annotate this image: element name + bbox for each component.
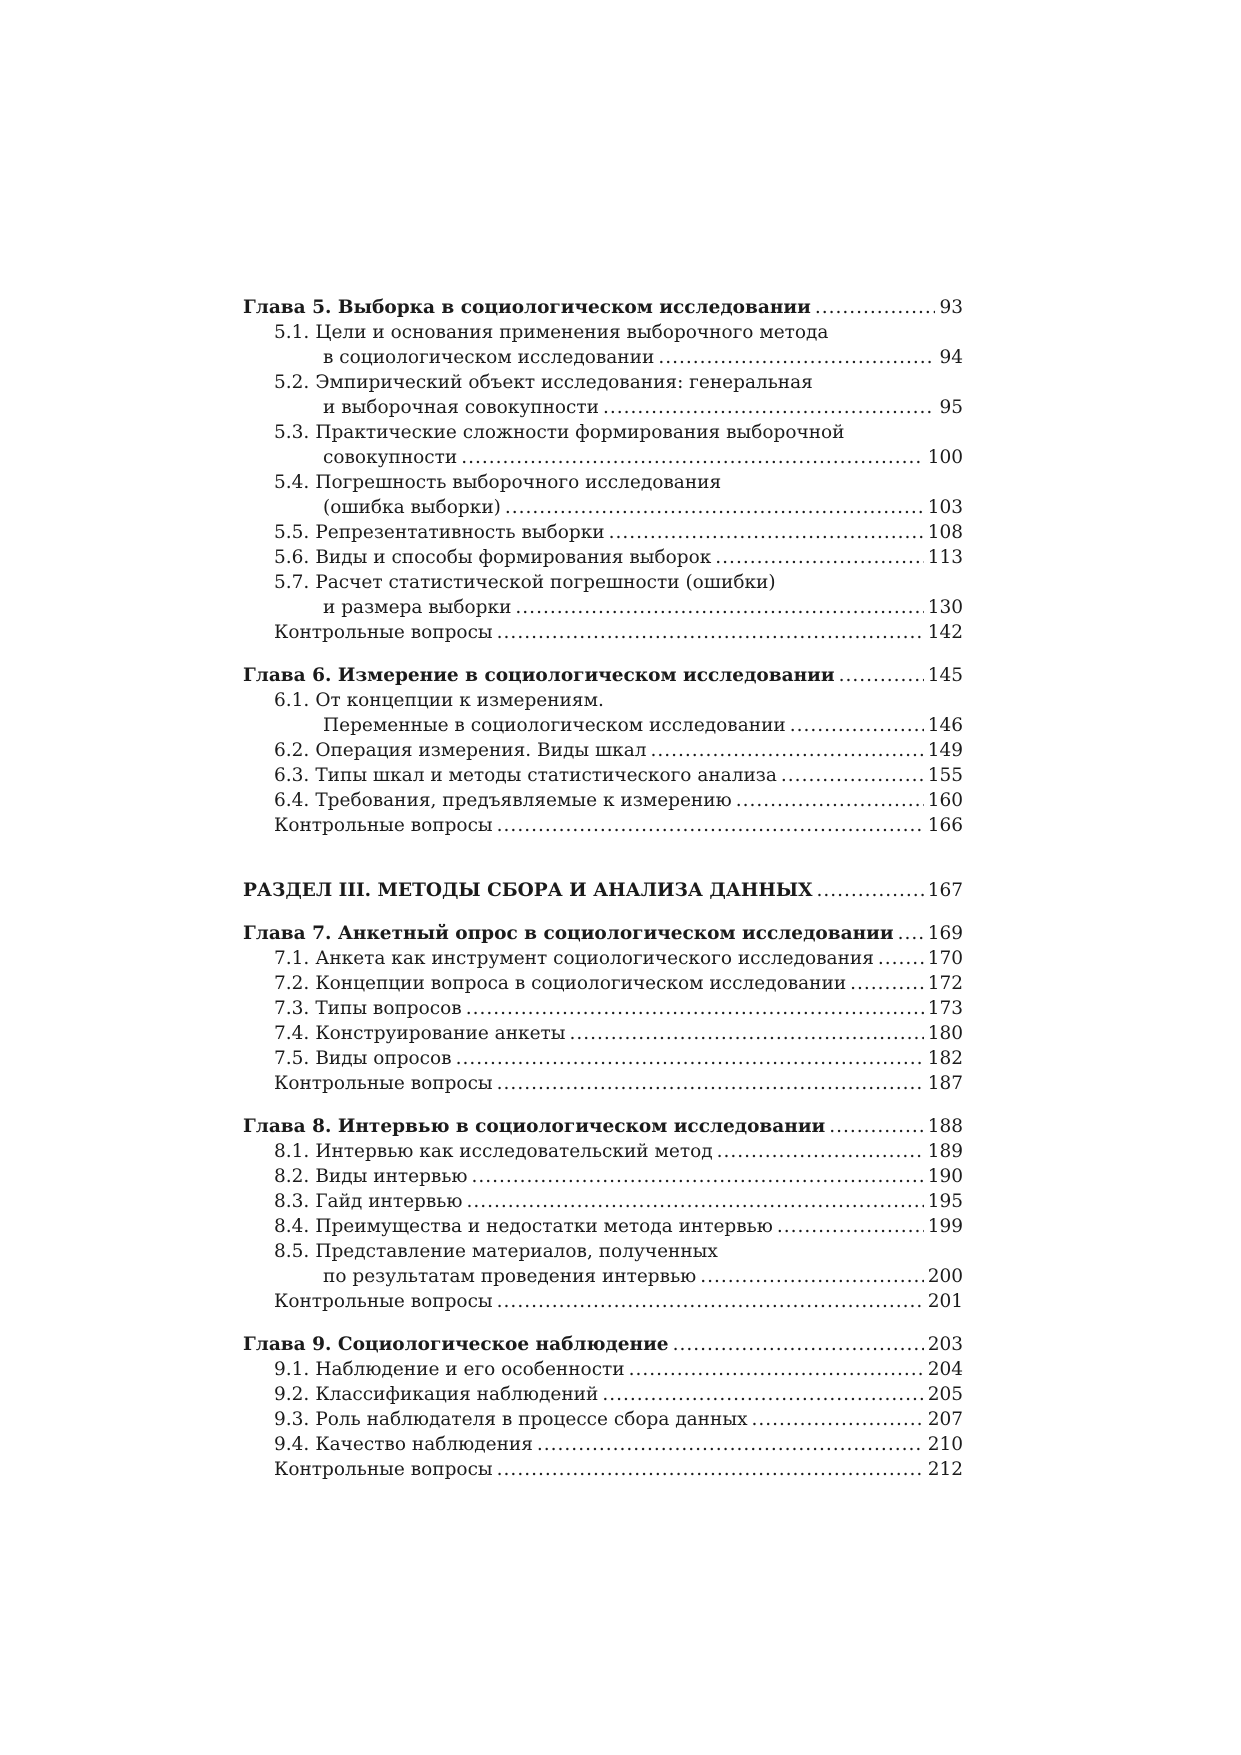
table-of-contents (243, 295, 963, 1482)
toc-section-line (243, 495, 963, 520)
toc-entry-title: От концепции к измерениям. (315, 690, 604, 711)
toc-page-number: 145 (927, 665, 963, 686)
toc-page-number: 189 (927, 1141, 963, 1162)
toc-entry-title: Виды и способы формирования выборок (315, 547, 712, 568)
toc-section-entry[interactable] (243, 545, 963, 570)
toc-chapter-entry[interactable] (243, 663, 963, 688)
toc-entry-title: Контрольные вопросы (274, 1459, 493, 1480)
toc-part-entry[interactable] (243, 878, 963, 903)
toc-section-number: 8.3. (274, 1191, 310, 1212)
toc-page-number: 201 (927, 1291, 963, 1312)
toc-questions-entry[interactable] (243, 1071, 963, 1096)
toc-entry-title: Гайд интервью (315, 1191, 463, 1212)
toc-page-number: 142 (927, 622, 963, 643)
toc-section-number: 7.4. (274, 1023, 310, 1044)
toc-entry-title: Контрольные вопросы (274, 815, 493, 836)
toc-page-number: 160 (927, 790, 963, 811)
toc-entry-title: Виды интервью (315, 1166, 468, 1187)
dot-leader (461, 445, 923, 470)
dot-leader (715, 545, 923, 570)
toc-section-entry[interactable] (243, 520, 963, 545)
toc-entry-title: Контрольные вопросы (274, 1073, 493, 1094)
toc-section-number: 7.2. (274, 973, 310, 994)
dot-leader (658, 345, 935, 370)
toc-chapter-entry[interactable] (243, 295, 963, 320)
toc-section-line (243, 595, 963, 620)
dot-leader (537, 1432, 924, 1457)
toc-section-line (243, 688, 963, 713)
toc-section-entry[interactable] (243, 738, 963, 763)
toc-section-number: 9.2. (274, 1384, 310, 1405)
dot-leader (497, 1289, 924, 1314)
dot-leader (898, 921, 924, 946)
dot-leader (466, 996, 924, 1021)
toc-section-number: 6.2. (274, 740, 310, 761)
toc-section-line (243, 1432, 963, 1457)
toc-entry-title: Контрольные вопросы (274, 1291, 493, 1312)
dot-leader (497, 620, 924, 645)
toc-entry-title: Классификация наблюдений (315, 1384, 599, 1405)
toc-page-number: 167 (927, 880, 963, 901)
toc-entry-title: Глава 7. Анкетный опрос в социологическом исследовании (243, 923, 894, 944)
toc-page-number: 187 (927, 1073, 963, 1094)
toc-entry-title: и выборочная совокупности (323, 397, 599, 418)
toc-page-number: 180 (927, 1023, 963, 1044)
dot-leader (850, 971, 924, 996)
toc-section-line (243, 445, 963, 470)
toc-entry-title: РАЗДЕЛ III. МЕТОДЫ СБОРА И АНАЛИЗА ДАННЫХ (243, 880, 813, 901)
toc-section-number: 5.4. (274, 472, 310, 493)
toc-page-number: 103 (927, 497, 963, 518)
toc-page-number: 169 (927, 923, 963, 944)
toc-entry-title: Глава 8. Интервью в социологическом исследовании (243, 1116, 826, 1137)
toc-page-number: 199 (927, 1216, 963, 1237)
toc-section-line (243, 1264, 963, 1289)
toc-section-entry[interactable] (243, 1432, 963, 1457)
toc-section-line (243, 320, 963, 345)
toc-section-line (243, 570, 963, 595)
toc-entry-title: Переменные в социологическом исследовании (323, 715, 786, 736)
toc-page-number: 182 (927, 1048, 963, 1069)
toc-section-line (243, 370, 963, 395)
toc-entry-title: Преимущества и недостатки метода интервью (315, 1216, 773, 1237)
dot-leader (570, 1021, 924, 1046)
toc-page-number: 204 (927, 1359, 963, 1380)
toc-chapter-entry[interactable] (243, 1114, 963, 1139)
toc-section-entry[interactable] (243, 1239, 963, 1289)
toc-section-number: 6.1. (274, 690, 310, 711)
toc-questions-entry[interactable] (243, 1289, 963, 1314)
toc-section-number: 7.1. (274, 948, 310, 969)
toc-section-entry[interactable] (243, 1357, 963, 1382)
toc-section-line (243, 395, 963, 420)
toc-section-number: 8.5. (274, 1241, 310, 1262)
toc-entry-title: в социологическом исследовании (323, 347, 655, 368)
toc-section-number: 8.1. (274, 1141, 310, 1162)
toc-section-number: 5.3. (274, 422, 310, 443)
toc-questions-entry[interactable] (243, 813, 963, 838)
toc-entry-title: Контрольные вопросы (274, 622, 493, 643)
toc-entry-title: по результатам проведения интервью (323, 1266, 697, 1287)
toc-page-number: 195 (927, 1191, 963, 1212)
dot-leader (456, 1046, 924, 1071)
toc-page-number: 210 (927, 1434, 963, 1455)
toc-section-line (243, 1357, 963, 1382)
toc-page-number: 155 (927, 765, 963, 786)
dot-leader (829, 1114, 923, 1139)
dot-leader (466, 1189, 923, 1214)
dot-leader (515, 595, 923, 620)
toc-section-entry[interactable] (243, 1189, 963, 1214)
toc-entry-title: Представление материалов, полученных (315, 1241, 718, 1262)
toc-section-line (243, 1164, 963, 1189)
dot-leader (781, 763, 924, 788)
toc-section-number: 5.5. (274, 522, 310, 543)
toc-page-number: 190 (927, 1166, 963, 1187)
toc-section-line (243, 470, 963, 495)
dot-leader (602, 1382, 923, 1407)
toc-section-entry[interactable] (243, 688, 963, 738)
toc-entry-title: совокупности (323, 447, 458, 468)
dot-leader (752, 1407, 924, 1432)
toc-entry-title: (ошибка выборки) (323, 497, 501, 518)
toc-section-line (243, 1046, 963, 1071)
toc-page-number: 188 (927, 1116, 963, 1137)
spacer (243, 838, 963, 878)
toc-entry-title: Интервью как исследовательский метод (315, 1141, 713, 1162)
toc-section-line (243, 1407, 963, 1432)
toc-section-line (243, 1382, 963, 1407)
dot-leader (777, 1214, 924, 1239)
toc-section-line (243, 1139, 963, 1164)
toc-page-number: 130 (927, 597, 963, 618)
toc-page-number: 113 (927, 547, 963, 568)
toc-entry-title: Операция измерения. Виды шкал (315, 740, 647, 761)
dot-leader (816, 878, 923, 903)
toc-section-number: 5.2. (274, 372, 310, 393)
toc-section-line (243, 520, 963, 545)
toc-page-number: 166 (927, 815, 963, 836)
toc-chapter-entry[interactable] (243, 921, 963, 946)
toc-page-number: 203 (927, 1334, 963, 1355)
toc-section-line (243, 1239, 963, 1264)
toc-entry-title: Глава 6. Измерение в социологическом исследовании (243, 665, 835, 686)
toc-page-number: 200 (927, 1266, 963, 1287)
toc-section-line (243, 1189, 963, 1214)
toc-section-entry[interactable] (243, 1164, 963, 1189)
toc-section-entry[interactable] (243, 1139, 963, 1164)
toc-section-line (243, 971, 963, 996)
spacer (243, 1314, 963, 1332)
toc-entry-title: Эмпирический объект исследования: генеральная (315, 372, 813, 393)
dot-leader (497, 1457, 924, 1482)
dot-leader (629, 1357, 924, 1382)
toc-section-entry[interactable] (243, 1046, 963, 1071)
toc-page-number: 149 (927, 740, 963, 761)
toc-section-entry[interactable] (243, 996, 963, 1021)
toc-entry-title: Репрезентативность выборки (315, 522, 605, 543)
toc-section-line (243, 946, 963, 971)
toc-questions-entry[interactable] (243, 620, 963, 645)
toc-section-line (243, 1021, 963, 1046)
toc-section-entry[interactable] (243, 1382, 963, 1407)
toc-page-number: 207 (927, 1409, 963, 1430)
toc-section-number: 5.6. (274, 547, 310, 568)
toc-entry-title: Глава 5. Выборка в социологическом исследовании (243, 297, 811, 318)
toc-section-entry[interactable] (243, 370, 963, 420)
toc-section-line (243, 1214, 963, 1239)
toc-section-entry[interactable] (243, 1214, 963, 1239)
dot-leader (497, 813, 924, 838)
toc-section-number: 9.1. (274, 1359, 310, 1380)
dot-leader (815, 295, 936, 320)
toc-section-line (243, 420, 963, 445)
toc-page-number: 172 (927, 973, 963, 994)
dot-leader (603, 395, 935, 420)
toc-section-number: 5.7. (274, 572, 310, 593)
toc-section-entry[interactable] (243, 971, 963, 996)
toc-entry-title: Конструирование анкеты (315, 1023, 566, 1044)
toc-section-entry[interactable] (243, 470, 963, 520)
toc-entry-title: Виды опросов (315, 1048, 452, 1069)
toc-entry-title: Практические сложности формирования выборочной (315, 422, 845, 443)
toc-entry-title: Расчет статистической погрешности (ошибки) (315, 572, 776, 593)
toc-section-line (243, 763, 963, 788)
dot-leader (651, 738, 924, 763)
toc-entry-title: Типы вопросов (315, 998, 462, 1019)
toc-section-line (243, 545, 963, 570)
spacer (243, 1096, 963, 1114)
toc-questions-entry[interactable] (243, 1457, 963, 1482)
dot-leader (472, 1164, 924, 1189)
toc-section-entry[interactable] (243, 570, 963, 620)
dot-leader (497, 1071, 924, 1096)
dot-leader (790, 713, 924, 738)
toc-entry-title: Требования, предъявляемые к измерению (315, 790, 732, 811)
toc-section-entry[interactable] (243, 946, 963, 971)
dot-leader (700, 1264, 923, 1289)
toc-entry-title: Глава 9. Социологическое наблюдение (243, 1334, 669, 1355)
dot-leader (609, 520, 924, 545)
toc-section-line (243, 713, 963, 738)
toc-section-number: 9.3. (274, 1409, 310, 1430)
toc-page-number: 95 (939, 397, 963, 418)
toc-entry-title: Цели и основания применения выборочного метода (315, 322, 829, 343)
toc-section-number: 7.3. (274, 998, 310, 1019)
toc-section-number: 8.4. (274, 1216, 310, 1237)
toc-section-line (243, 345, 963, 370)
toc-section-number: 5.1. (274, 322, 310, 343)
toc-entry-title: Анкета как инструмент социологического исследования (315, 948, 874, 969)
toc-section-entry[interactable] (243, 788, 963, 813)
toc-page-number: 94 (939, 347, 963, 368)
toc-section-entry[interactable] (243, 1021, 963, 1046)
toc-section-number: 9.4. (274, 1434, 310, 1455)
dot-leader (505, 495, 924, 520)
toc-section-number: 8.2. (274, 1166, 310, 1187)
dot-leader (878, 946, 924, 971)
toc-entry-title: Роль наблюдателя в процессе сбора данных (315, 1409, 748, 1430)
toc-page-number: 100 (927, 447, 963, 468)
dot-leader (839, 663, 924, 688)
toc-entry-title: Качество наблюдения (315, 1434, 533, 1455)
dot-leader (736, 788, 924, 813)
toc-chapter-entry[interactable] (243, 1332, 963, 1357)
spacer (243, 903, 963, 921)
toc-page-number: 108 (927, 522, 963, 543)
toc-section-entry[interactable] (243, 1407, 963, 1432)
toc-entry-title: Концепции вопроса в социологическом исследовании (315, 973, 847, 994)
toc-section-entry[interactable] (243, 320, 963, 370)
toc-page-number: 212 (927, 1459, 963, 1480)
toc-section-line (243, 738, 963, 763)
toc-section-entry[interactable] (243, 420, 963, 470)
toc-section-line (243, 788, 963, 813)
toc-page-number: 205 (927, 1384, 963, 1405)
toc-entry-title: и размера выборки (323, 597, 512, 618)
toc-entry-title: Наблюдение и его особенности (315, 1359, 625, 1380)
toc-section-entry[interactable] (243, 763, 963, 788)
dot-leader (717, 1139, 924, 1164)
toc-section-number: 7.5. (274, 1048, 310, 1069)
dot-leader (673, 1332, 924, 1357)
toc-entry-title: Типы шкал и методы статистического анализа (315, 765, 777, 786)
spacer (243, 645, 963, 663)
toc-section-number: 6.4. (274, 790, 310, 811)
toc-page-number: 173 (927, 998, 963, 1019)
toc-section-line (243, 996, 963, 1021)
toc-page-number: 170 (927, 948, 963, 969)
toc-entry-title: Погрешность выборочного исследования (315, 472, 722, 493)
toc-section-number: 6.3. (274, 765, 310, 786)
toc-page-number: 146 (927, 715, 963, 736)
toc-page-number: 93 (939, 297, 963, 318)
